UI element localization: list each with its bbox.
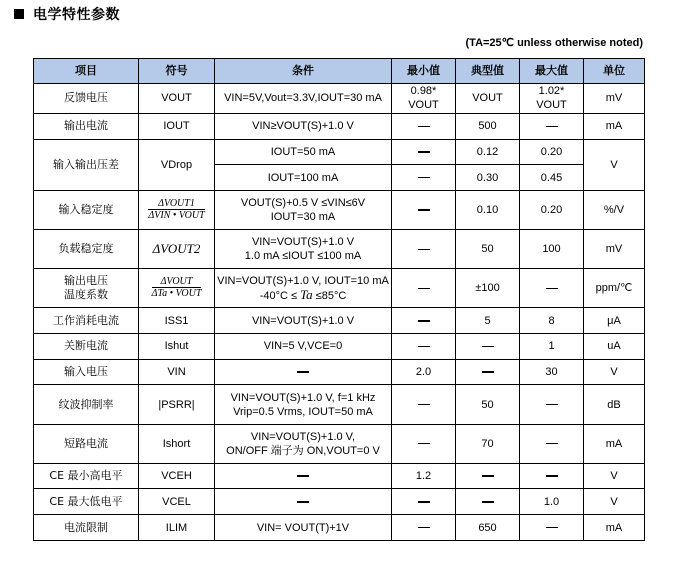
symbol-cell: VIN <box>139 359 215 385</box>
condition-line: IOUT=30 mA <box>270 211 336 224</box>
item-cell: 输入电压 <box>34 359 139 385</box>
item-cell <box>34 269 139 308</box>
symbol-cell: ISS1 <box>139 308 215 334</box>
condition-line: Vrip=0.5 Vrms, IOUT=50 mA <box>233 405 373 418</box>
condition-line: 1.0 mA ≤IOUT ≤100 mA <box>244 250 362 263</box>
dash-mark <box>418 527 430 529</box>
max-cell <box>520 515 584 541</box>
table-row <box>34 424 645 463</box>
typ-cell: ±100 <box>456 269 520 308</box>
typ-cell: 5 <box>456 308 520 334</box>
dash-mark <box>297 501 309 503</box>
unit-cell: mA <box>584 113 645 139</box>
dash-mark <box>418 320 430 322</box>
dash-mark <box>297 371 309 373</box>
condition-ta: Ta <box>300 286 313 302</box>
condition-line <box>217 288 389 303</box>
symbol-cell: ILIM <box>139 515 215 541</box>
item-cell: 纹波抑制率 <box>34 385 139 424</box>
typ-cell: 0.10 <box>456 191 520 230</box>
item-cell: 短路电流 <box>34 424 139 463</box>
table-row <box>34 269 645 308</box>
header-min: 最小值 <box>392 59 456 84</box>
header-max: 最大值 <box>520 59 584 84</box>
condition-cell <box>215 269 392 308</box>
unit-cell: mV <box>584 230 645 269</box>
item-line: 输出电压 <box>64 274 108 288</box>
header-row <box>34 59 645 84</box>
unit-cell: V <box>584 463 645 489</box>
item-line: 温度系数 <box>64 288 108 302</box>
symbol-cell <box>139 269 215 308</box>
item-cell: 负载稳定度 <box>34 230 139 269</box>
unit-cell: %/V <box>584 191 645 230</box>
dash-mark <box>418 501 430 503</box>
table-row <box>34 139 645 165</box>
condition-line: VIN=VOUT(S)+1.0 V <box>251 236 355 249</box>
symbol-cell <box>139 191 215 230</box>
symbol-cell: VCEL <box>139 489 215 515</box>
condition-note: (TA=25℃ unless otherwise noted) <box>465 37 643 49</box>
typ-cell: 70 <box>456 424 520 463</box>
item-cell: 输出电流 <box>34 113 139 139</box>
condition-cell: VIN=5 V,VCE=0 <box>215 334 392 360</box>
unit-cell: μA <box>584 308 645 334</box>
condition-cell: VIN=5V,Vout=3.3V,IOUT=30 mA <box>215 84 392 114</box>
fraction-denominator: ΔTa • VOUT <box>151 288 202 300</box>
dash-mark <box>418 209 430 211</box>
dash-mark <box>546 475 558 477</box>
unit-cell: mV <box>584 84 645 114</box>
table-row <box>34 230 645 269</box>
table-row <box>34 308 645 334</box>
symbol-cell: IOUT <box>139 113 215 139</box>
unit-cell: dB <box>584 385 645 424</box>
fraction-denominator: ΔVIN • VOUT <box>148 210 205 222</box>
max-cell: 0.20 <box>520 139 584 165</box>
unit-cell: ppm/℃ <box>584 269 645 308</box>
condition-cell <box>215 359 392 385</box>
min-cell: 1.2 <box>392 463 456 489</box>
condition-cell: VIN= VOUT(T)+1V <box>215 515 392 541</box>
dash-mark <box>418 443 430 445</box>
condition-cell <box>215 191 392 230</box>
condition-cell <box>215 385 392 424</box>
dash-mark <box>482 475 494 477</box>
symbol-cell: VOUT <box>139 84 215 114</box>
condition-cell <box>215 463 392 489</box>
typ-cell <box>456 359 520 385</box>
symbol-cell: VCEH <box>139 463 215 489</box>
fraction-symbol <box>152 276 202 299</box>
min-cell <box>392 515 456 541</box>
condition-cell: IOUT=100 mA <box>215 165 392 191</box>
unit-cell: mA <box>584 424 645 463</box>
condition-line: VIN=VOUT(S)+1.0 V, IOUT=10 mA <box>217 274 389 287</box>
condition-part: -40°C ≤ <box>259 289 301 302</box>
typ-cell: 0.12 <box>456 139 520 165</box>
unit-cell: uA <box>584 334 645 360</box>
condition-cell: IOUT=50 mA <box>215 139 392 165</box>
min-cell <box>392 424 456 463</box>
min-cell: 0.98* VOUT <box>392 84 456 114</box>
dash-mark <box>482 346 494 348</box>
max-cell <box>520 424 584 463</box>
dash-mark <box>546 443 558 445</box>
table-row <box>34 334 645 360</box>
table-row <box>34 84 645 114</box>
min-cell <box>392 269 456 308</box>
min-cell <box>392 191 456 230</box>
condition-line: ON/OFF 端子为 ON,VOUT=0 V <box>226 444 380 457</box>
unit-cell: V <box>584 139 645 190</box>
condition-cell <box>215 230 392 269</box>
header-item: 项目 <box>34 59 139 84</box>
max-cell: 1 <box>520 334 584 360</box>
dash-mark <box>546 126 558 128</box>
min-cell <box>392 308 456 334</box>
unit-cell: V <box>584 489 645 515</box>
item-cell: 输入输出压差 <box>34 139 139 190</box>
min-cell <box>392 113 456 139</box>
unit-cell: V <box>584 359 645 385</box>
dash-mark <box>418 346 430 348</box>
dash-mark <box>418 249 430 251</box>
dash-mark <box>546 527 558 529</box>
square-bullet-icon <box>14 9 24 19</box>
fraction-numerator: ΔVOUT1 <box>148 198 204 210</box>
symbol-cell: Ishort <box>139 424 215 463</box>
max-cell <box>520 269 584 308</box>
typ-cell <box>456 489 520 515</box>
min-cell <box>392 230 456 269</box>
header-typ: 典型值 <box>456 59 520 84</box>
condition-cell <box>215 424 392 463</box>
typ-cell <box>456 463 520 489</box>
unit-cell: mA <box>584 515 645 541</box>
max-cell <box>520 113 584 139</box>
condition-line: VIN=VOUT(S)+1.0 V, <box>250 430 356 443</box>
heading-text: 电学特性参数 <box>33 7 120 23</box>
condition-cell <box>215 489 392 515</box>
max-cell: 1.0 <box>520 489 584 515</box>
header-condition: 条件 <box>215 59 392 84</box>
header-unit: 单位 <box>584 59 645 84</box>
section-heading <box>14 4 120 24</box>
dash-mark <box>546 404 558 406</box>
min-cell <box>392 139 456 165</box>
header-symbol: 符号 <box>139 59 215 84</box>
symbol-cell: ΔVOUT2 <box>139 230 215 269</box>
symbol-cell: VDrop <box>139 139 215 190</box>
min-cell <box>392 334 456 360</box>
item-cell: 电流限制 <box>34 515 139 541</box>
max-cell: 30 <box>520 359 584 385</box>
min-cell <box>392 385 456 424</box>
min-cell <box>392 165 456 191</box>
table-row <box>34 463 645 489</box>
table-row <box>34 191 645 230</box>
min-cell: 2.0 <box>392 359 456 385</box>
max-cell: 0.20 <box>520 191 584 230</box>
max-cell <box>520 385 584 424</box>
typ-cell: 50 <box>456 385 520 424</box>
condition-cell: VIN=VOUT(S)+1.0 V <box>215 308 392 334</box>
dash-mark <box>546 288 558 290</box>
min-cell <box>392 489 456 515</box>
dash-mark <box>418 288 430 290</box>
typ-cell: 50 <box>456 230 520 269</box>
max-cell <box>520 463 584 489</box>
dash-mark <box>418 126 430 128</box>
symbol-cell: |PSRR| <box>139 385 215 424</box>
dash-mark <box>297 475 309 477</box>
dash-mark <box>482 501 494 503</box>
table-row <box>34 385 645 424</box>
max-cell: 100 <box>520 230 584 269</box>
condition-part: ≤85°C <box>312 289 347 302</box>
typ-cell <box>456 334 520 360</box>
item-cell: 工作消耗电流 <box>34 308 139 334</box>
item-cell: 输入稳定度 <box>34 191 139 230</box>
table-row <box>34 359 645 385</box>
condition-cell: VIN≥VOUT(S)+1.0 V <box>215 113 392 139</box>
max-cell: 0.45 <box>520 165 584 191</box>
item-cell: 反馈电压 <box>34 84 139 114</box>
fraction-numerator: ΔVOUT <box>152 276 202 288</box>
dash-mark <box>418 404 430 406</box>
electrical-characteristics-table <box>33 58 645 541</box>
max-cell: 8 <box>520 308 584 334</box>
max-cell: 1.02* VOUT <box>520 84 584 114</box>
dash-mark <box>418 151 430 153</box>
fraction-symbol <box>148 198 204 221</box>
condition-line: VIN=VOUT(S)+1.0 V, f=1 kHz <box>230 391 376 404</box>
item-cell: CE 最大低电平 <box>34 489 139 515</box>
condition-line: VOUT(S)+0.5 V ≤VIN≤6V <box>240 197 366 210</box>
item-cell: CE 最小高电平 <box>34 463 139 489</box>
typ-cell: 650 <box>456 515 520 541</box>
dash-mark <box>418 177 430 179</box>
table-row <box>34 489 645 515</box>
table-row <box>34 515 645 541</box>
dash-mark <box>482 371 494 373</box>
typ-cell: 0.30 <box>456 165 520 191</box>
table-row <box>34 113 645 139</box>
typ-cell: 500 <box>456 113 520 139</box>
typ-cell: VOUT <box>456 84 520 114</box>
item-cell: 关断电流 <box>34 334 139 360</box>
symbol-cell: Ishut <box>139 334 215 360</box>
